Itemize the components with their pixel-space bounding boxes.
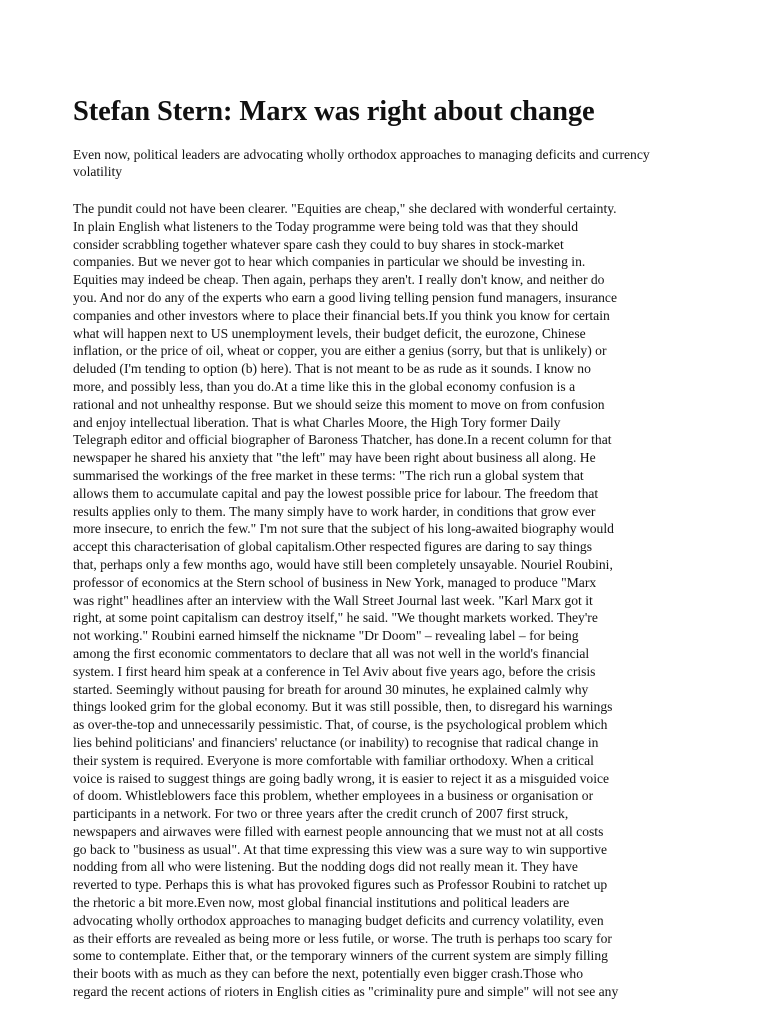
body-text-line: that, perhaps only a few months ago, would have still been completely unsayable. Nouriel Roubini, [73,556,613,572]
body-text-line: consider scrabbling together whatever spare cash they could to buy shares in stock-market [73,236,564,252]
body-text-line: things looked grim for the global economy. But it was still possible, then, to disregard his warnings [73,699,613,715]
body-text-line: voice is raised to suggest things are going badly wrong, it is easier to reject it as a misguided voice [73,770,610,786]
body-text-line: more, and possibly less, than you do.At a time like this in the global economy confusion is a [73,378,576,394]
body-text-line: In plain English what listeners to the Today programme were being told was that they should [73,218,579,234]
body-text-line: The pundit could not have been clearer. "Equities are cheap," she declared with wonderful certainty. [73,201,617,216]
body-text-line: professor of economics at the Stern school of business in New York, managed to produce "Marx [73,574,597,590]
body-text-line: participants in a network. For two or three years after the credit crunch of 2007 first struck, [73,806,569,822]
body-text-line: was right" headlines after an interview with the Wall Street Journal last week. "Karl Marx got it [73,592,593,608]
body-text-line: as over-the-top and unnecessarily pessimistic. That, of course, is the psychological problem which [73,717,608,733]
body-text-line: their system is required. Everyone is more comfortable with familiar orthodoxy. When a critical [73,752,594,768]
body-text-line: reverted to type. Perhaps this is what has provoked figures such as Professor Roubini to ratchet up [73,877,608,893]
body-text-line: deluded (I'm tending to option (b) here). That is not meant to be as rude as it sounds. I know no [73,361,591,377]
body-text-line: summarised the workings of the free market in these terms: "The rich run a global system that [73,467,584,483]
article-body [73,200,713,1001]
article-standfirst: Even now, political leaders are advocating wholly orthodox approaches to managing deficits and currency volatility [73,147,650,179]
body-text-line: advocating wholly orthodox approaches to managing budget deficits and currency volatility, even [73,912,604,928]
body-text-line: right, at some point capitalism can destroy itself," he said. "We thought markets worked. They're [73,610,598,626]
body-text-line: you. And nor do any of the experts who earn a good living telling pension fund managers, insurance [73,289,618,305]
body-text-line: and enjoy intellectual liberation. That is what Charles Moore, the High Tory former Daily [73,414,561,430]
body-text-line: their boots with as much as they can before the next, potentially even bigger crash.Those who [73,966,583,982]
body-text-line: among the first economic commentators to declare that all was not well in the world's financial [73,645,590,661]
body-text-line: started. Seemingly without pausing for breath for around 30 minutes, he explained calmly why [73,681,589,697]
body-text-line: lies behind politicians' and financiers' reluctance (or inability) to recognise that radical change in [73,734,599,750]
body-text-line: companies and other investors where to place their financial bets.If you think you know for certain [73,307,610,323]
body-text-line: allows them to accumulate capital and pay the lowest possible price for labour. The freedom that [73,485,599,501]
body-text-line: not working." Roubini earned himself the nickname "Dr Doom" – revealing label – for being [73,628,579,644]
body-text-line: newspaper he shared his anxiety that "the left" may have been right about business all along. He [73,450,596,466]
body-text-line: results applies only to them. The many simply have to work harder, in conditions that grow ever [73,503,596,519]
body-text-line: go back to "business as usual". At that time expressing this view was a sure way to win supportive [73,841,607,857]
body-text-line: accept this characterisation of global capitalism.Other respected figures are daring to say things [73,539,593,555]
body-text-line: system. I first heard him speak at a conference in Tel Aviv about five years ago, before the crisis [73,663,596,679]
article-title: Stefan Stern: Marx was right about change [73,96,595,127]
body-text-line: what will happen next to US unemployment levels, their budget deficit, the eurozone, Chinese [73,325,586,341]
body-text-line: rational and not unhealthy response. But we should seize this moment to move on from confusion [73,396,605,412]
body-text-line: nodding from all who were listening. But the nodding dogs did not really mean it. They have [73,859,578,875]
body-text-line: some to contemplate. Either that, or the temporary winners of the current system are simply filling [73,948,608,964]
body-text-line: more insecure, to enrich the few." I'm not sure that the subject of his long-awaited biography would [73,521,614,537]
body-text-line: as their efforts are revealed as being more or less futile, or worse. The truth is perhaps too scary for [73,930,612,946]
body-text-line: newspapers and airwaves were filled with earnest people announcing that we must not at all costs [73,823,604,839]
body-text-line: regard the recent actions of rioters in English cities as "criminality pure and simple" will not see any [73,984,619,1000]
body-text-line: inflation, or the price of oil, wheat or copper, you are either a genius (sorry, but that is unlikely) or [73,343,607,359]
body-text-line: the rhetoric a bit more.Even now, most global financial institutions and political leaders are [73,895,570,911]
body-text-line: Telegraph editor and official biographer of Baroness Thatcher, has done.In a recent column for that [73,432,612,448]
body-text-line: companies. But we never got to hear which companies in particular we should be investing in. [73,254,586,270]
body-text-line: Equities may indeed be cheap. Then again, perhaps they aren't. I really don't know, and neither do [73,272,605,288]
body-text-line: of doom. Whistleblowers face this problem, whether employees in a business or organisation or [73,788,594,804]
